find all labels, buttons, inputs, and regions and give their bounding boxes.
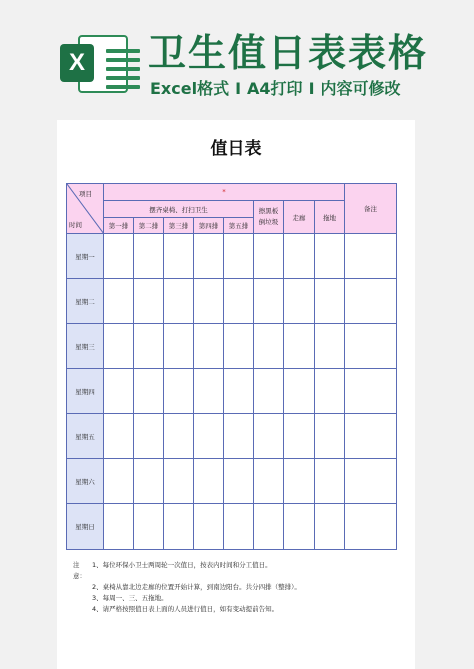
header-row-4: 第四排 xyxy=(194,218,224,234)
remarks-cell xyxy=(345,279,397,324)
duty-cell xyxy=(104,279,134,324)
duty-cell xyxy=(194,279,224,324)
banner xyxy=(0,0,474,115)
day-label: 星期日 xyxy=(67,504,104,550)
excel-icon xyxy=(60,32,126,92)
duty-cell xyxy=(254,234,284,279)
header-row-2: 第二排 xyxy=(134,218,164,234)
day-label: 星期四 xyxy=(67,369,104,414)
duty-cell xyxy=(284,504,315,550)
remarks-cell xyxy=(345,504,397,550)
duty-cell xyxy=(224,414,254,459)
duty-cell xyxy=(164,414,194,459)
remarks-cell xyxy=(345,369,397,414)
remarks-cell xyxy=(345,459,397,504)
duty-cell xyxy=(315,279,345,324)
duty-cell xyxy=(104,369,134,414)
banner-subtitle xyxy=(150,76,401,99)
header-row-5: 第五排 xyxy=(224,218,254,234)
duty-cell xyxy=(254,459,284,504)
header-blackboard xyxy=(254,201,284,234)
duty-cell xyxy=(104,459,134,504)
duty-cell xyxy=(134,369,164,414)
document-page xyxy=(57,120,415,669)
corner-label-item: 项目 xyxy=(79,190,92,198)
table-row xyxy=(67,414,397,459)
table-row xyxy=(67,459,397,504)
duty-cell xyxy=(164,234,194,279)
duty-cell xyxy=(104,414,134,459)
header-group-desks: 摆齐桌椅、打扫卫生 xyxy=(104,201,254,218)
duty-cell xyxy=(164,459,194,504)
duty-cell xyxy=(134,414,164,459)
duty-cell xyxy=(315,234,345,279)
notes-block xyxy=(73,560,403,615)
remarks-cell xyxy=(345,234,397,279)
header-corridor: 走廊 xyxy=(284,201,315,234)
note-item: 2、桌椅从靠北边走廊的位置开始计算，到南边阳台。共分四排（整排）。 xyxy=(92,583,301,591)
day-label: 星期三 xyxy=(67,324,104,369)
duty-cell xyxy=(284,279,315,324)
header-corner-cell xyxy=(67,184,104,234)
duty-cell xyxy=(284,459,315,504)
duty-cell xyxy=(254,324,284,369)
table-row xyxy=(67,504,397,550)
subtitle-format: Excel格式 xyxy=(150,79,230,98)
table-row xyxy=(67,234,397,279)
day-label: 星期五 xyxy=(67,414,104,459)
duty-cell xyxy=(284,324,315,369)
banner-title: 卫生值日表表格 xyxy=(148,31,429,75)
duty-cell xyxy=(134,459,164,504)
header-row-1: 第一排 xyxy=(104,218,134,234)
subtitle-print: A4打印 xyxy=(247,79,303,98)
document-title: 值日表 xyxy=(210,139,262,159)
duty-cell xyxy=(315,459,345,504)
duty-cell xyxy=(164,279,194,324)
corner-label-time: 时间 xyxy=(69,221,82,229)
note-item: 4、请严格按照值日表上面的人员进行值日，如有变动提前告知。 xyxy=(92,605,279,613)
excel-logo-letter: X xyxy=(60,44,94,82)
duty-cell xyxy=(254,414,284,459)
duty-cell xyxy=(284,234,315,279)
duty-cell xyxy=(194,504,224,550)
note-item: 3、每周一、三、五拖地。 xyxy=(92,594,168,602)
remarks-cell xyxy=(345,414,397,459)
header-remarks: 备注 xyxy=(345,184,397,234)
day-label: 星期一 xyxy=(67,234,104,279)
duty-cell xyxy=(315,324,345,369)
duty-cell xyxy=(134,324,164,369)
duty-cell xyxy=(194,414,224,459)
duty-cell xyxy=(194,369,224,414)
top-mark: * xyxy=(222,188,226,196)
day-label: 星期二 xyxy=(67,279,104,324)
duty-cell xyxy=(104,324,134,369)
duty-cell xyxy=(194,234,224,279)
duty-cell xyxy=(224,369,254,414)
notes-label: 注意： xyxy=(73,561,86,580)
blackboard-label: 擦黑板 倒垃圾 xyxy=(258,207,279,226)
header-row-3: 第三排 xyxy=(164,218,194,234)
header-top-band xyxy=(104,184,345,201)
duty-cell xyxy=(134,279,164,324)
duty-cell xyxy=(164,504,194,550)
duty-cell xyxy=(134,234,164,279)
duty-cell xyxy=(254,504,284,550)
table-row xyxy=(67,324,397,369)
duty-cell xyxy=(254,369,284,414)
duty-cell xyxy=(224,459,254,504)
duty-cell xyxy=(224,504,254,550)
subtitle-editable: 内容可修改 xyxy=(320,79,401,98)
table-row xyxy=(67,369,397,414)
duty-cell xyxy=(254,279,284,324)
duty-cell xyxy=(224,234,254,279)
duty-cell xyxy=(194,324,224,369)
note-item: 1、每位环保小卫士两周轮一次值日，按表内时间和分工值日。 xyxy=(92,561,272,569)
duty-cell xyxy=(284,414,315,459)
duty-cell xyxy=(104,504,134,550)
duty-cell xyxy=(315,414,345,459)
header-mop: 拖地 xyxy=(315,201,345,234)
subtitle-separator: I xyxy=(235,79,242,98)
duty-cell xyxy=(134,504,164,550)
duty-cell xyxy=(224,279,254,324)
day-label: 星期六 xyxy=(67,459,104,504)
duty-cell xyxy=(104,234,134,279)
subtitle-separator: I xyxy=(308,79,315,98)
duty-table xyxy=(66,183,397,550)
duty-cell xyxy=(164,369,194,414)
duty-cell xyxy=(315,369,345,414)
duty-cell xyxy=(164,324,194,369)
table-row xyxy=(67,279,397,324)
duty-cell xyxy=(315,504,345,550)
remarks-cell xyxy=(345,324,397,369)
duty-cell xyxy=(284,369,315,414)
duty-cell xyxy=(194,459,224,504)
duty-cell xyxy=(224,324,254,369)
